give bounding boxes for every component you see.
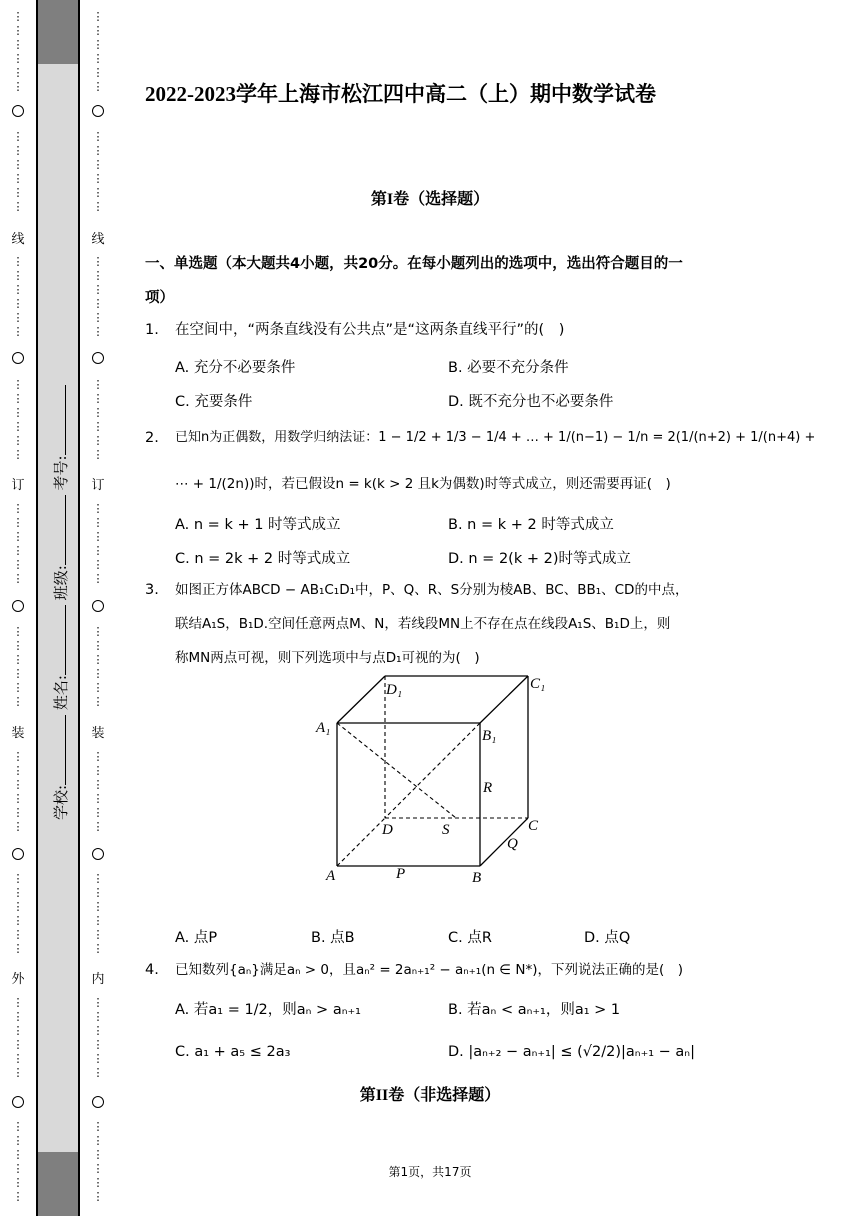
- dotted-line: ⋮ ⋮ ⋮ ⋮ ⋮ ⋮: [92, 255, 104, 338]
- q2-option-d[interactable]: D. n = 2(k + 2)时等式成立: [448, 551, 631, 567]
- section1-instruction-line1: 一、单选题（本大题共4小题，共20分。在每小题列出的选项中，选出符合题目的一: [145, 256, 683, 272]
- label-d1: D₁: [386, 682, 403, 698]
- label-c: C: [528, 818, 539, 834]
- exam-title: 2022-2023学年上海市松江四中高二（上）期中数学试卷: [145, 82, 656, 106]
- q3-option-d[interactable]: D. 点Q: [584, 930, 631, 946]
- q2-option-c[interactable]: C. n = 2k + 2 时等式成立: [175, 551, 351, 567]
- label-r: R: [483, 780, 493, 796]
- q2-number: 2.: [145, 430, 159, 446]
- dotted-line: ⋮ ⋮ ⋮ ⋮ ⋮ ⋮: [12, 378, 24, 461]
- binding-char-ding: 订: [91, 478, 105, 493]
- school-blank[interactable]: [55, 715, 66, 785]
- dotted-line: ⋮ ⋮ ⋮ ⋮ ⋮ ⋮: [92, 996, 104, 1079]
- q2-stem-line1: 已知n为正偶数，用数学归纳法证：1 − 1/2 + 1/3 − 1/4 + … + 1/(n−1) − 1/n = 2(1/(n+2) + 1/(n+4) +: [175, 430, 816, 445]
- part2-heading: 第II卷（非选择题）: [359, 1087, 501, 1104]
- edge-b-c: [480, 818, 528, 866]
- dotted-line: ⋮ ⋮ ⋮ ⋮ ⋮ ⋮: [12, 10, 24, 93]
- q4-stem: 已知数列{aₙ}满足aₙ > 0，且aₙ² = 2aₙ₊₁² − aₙ₊₁(n ∈ N*)，下列说法正确的是( ): [175, 962, 684, 978]
- dotted-line: ⋮ ⋮ ⋮ ⋮ ⋮ ⋮: [12, 625, 24, 708]
- circle-mark: [0, 352, 36, 364]
- circle-mark: [80, 105, 116, 117]
- q4-option-d[interactable]: D. |aₙ₊₂ − aₙ₊₁| ≤ (√2/2)|aₙ₊₁ − aₙ|: [448, 1044, 695, 1060]
- label-b1: B₁: [482, 728, 497, 744]
- binding-char-ding: 订: [11, 478, 25, 493]
- q4-number: 4.: [145, 962, 159, 978]
- dotted-line: ⋮ ⋮ ⋮ ⋮ ⋮ ⋮: [92, 10, 104, 93]
- dotted-line: ⋮ ⋮ ⋮ ⋮ ⋮ ⋮: [92, 872, 104, 955]
- q2-option-b[interactable]: B. n = k + 2 时等式成立: [448, 517, 614, 533]
- label-d: D: [382, 822, 393, 838]
- q4-option-c[interactable]: C. a₁ + a₅ ≤ 2a₃: [175, 1044, 291, 1060]
- binding-char-wai: 外: [11, 972, 25, 987]
- outer-binding-strip: [0, 0, 37, 1216]
- segment-a1-s: [337, 723, 456, 818]
- circle-mark: [0, 848, 36, 860]
- binding-char-xian: 线: [91, 232, 105, 247]
- q2-option-a[interactable]: A. n = k + 1 时等式成立: [175, 517, 341, 533]
- label-a: A: [326, 868, 336, 884]
- dotted-line: ⋮ ⋮ ⋮ ⋮ ⋮ ⋮: [12, 502, 24, 585]
- exam-no-blank[interactable]: [55, 385, 66, 455]
- edge-a-d: [337, 818, 385, 866]
- exam-no-label: 考号:: [52, 455, 70, 491]
- circle-mark: [80, 600, 116, 612]
- page-footer: 第1页，共17页: [388, 1165, 472, 1179]
- label-a1: A₁: [316, 720, 331, 736]
- student-info-band: [37, 0, 79, 1216]
- label-c1: C₁: [530, 676, 546, 692]
- label-s: S: [442, 822, 450, 838]
- dotted-line: ⋮ ⋮ ⋮ ⋮ ⋮ ⋮: [92, 1120, 104, 1203]
- dotted-line: ⋮ ⋮ ⋮ ⋮ ⋮ ⋮: [92, 130, 104, 213]
- cube-figure: [310, 668, 560, 888]
- binding-char-nei: 内: [91, 972, 105, 987]
- dotted-line: ⋮ ⋮ ⋮ ⋮ ⋮ ⋮: [92, 750, 104, 833]
- q2-stem-line2: ⋯ + 1/(2n))时，若已假设n = k(k > 2 且k为偶数)时等式成立，则还需要再证( ): [175, 476, 671, 492]
- student-info-fields: [50, 385, 71, 820]
- dotted-line: ⋮ ⋮ ⋮ ⋮ ⋮ ⋮: [12, 996, 24, 1079]
- name-label: 姓名:: [52, 675, 70, 711]
- q4-option-a[interactable]: A. 若a₁ = 1/2，则aₙ > aₙ₊₁: [175, 1002, 361, 1018]
- section1-instruction-line2: 项）: [145, 290, 174, 306]
- dotted-line: ⋮ ⋮ ⋮ ⋮ ⋮ ⋮: [12, 255, 24, 338]
- class-label: 班级:: [52, 565, 70, 601]
- label-b: B: [472, 870, 482, 886]
- dotted-line: ⋮ ⋮ ⋮ ⋮ ⋮ ⋮: [92, 378, 104, 461]
- q4-option-b[interactable]: B. 若aₙ < aₙ₊₁，则a₁ > 1: [448, 1002, 621, 1018]
- part1-heading: 第I卷（选择题）: [370, 191, 490, 208]
- q1-stem: 在空间中，“两条直线没有公共点”是“这两条直线平行”的( ): [175, 322, 565, 338]
- edge-b1-c1: [480, 676, 528, 723]
- label-p: P: [396, 866, 406, 882]
- binding-char-zhuang: 装: [91, 726, 105, 741]
- label-q: Q: [507, 836, 518, 852]
- q3-number: 3.: [145, 582, 159, 598]
- dotted-line: ⋮ ⋮ ⋮ ⋮ ⋮ ⋮: [12, 130, 24, 213]
- q1-option-b[interactable]: B. 必要不充分条件: [448, 360, 569, 376]
- dotted-line: ⋮ ⋮ ⋮ ⋮ ⋮ ⋮: [12, 1120, 24, 1203]
- edge-a1-d1: [337, 676, 385, 723]
- band-dark-bottom: [38, 1152, 78, 1216]
- binding-char-xian: 线: [11, 232, 25, 247]
- q3-option-c[interactable]: C. 点R: [448, 930, 492, 946]
- school-label: 学校:: [52, 784, 70, 820]
- q1-option-c[interactable]: C. 充要条件: [175, 394, 253, 410]
- q3-stem-line2: 联结A₁S，B₁D.空间任意两点M、N，若线段MN上不存在点在线段A₁S、B₁D上，则: [175, 616, 671, 632]
- circle-mark: [0, 600, 36, 612]
- band-dark-top: [38, 0, 78, 64]
- circle-mark: [80, 848, 116, 860]
- q1-number: 1.: [145, 322, 159, 338]
- segment-b1-d: [385, 723, 480, 818]
- q1-option-a[interactable]: A. 充分不必要条件: [175, 360, 296, 376]
- dotted-line: ⋮ ⋮ ⋮ ⋮ ⋮ ⋮: [12, 872, 24, 955]
- dotted-line: ⋮ ⋮ ⋮ ⋮ ⋮ ⋮: [92, 625, 104, 708]
- circle-mark: [80, 352, 116, 364]
- q3-option-b[interactable]: B. 点B: [311, 930, 355, 946]
- binding-char-zhuang: 装: [11, 726, 25, 741]
- dotted-line: ⋮ ⋮ ⋮ ⋮ ⋮ ⋮: [12, 750, 24, 833]
- q1-option-d[interactable]: D. 既不充分也不必要条件: [448, 394, 614, 410]
- inner-binding-strip: [79, 0, 116, 1216]
- q3-stem-line3: 称MN两点可视，则下列选项中与点D₁可视的为( ): [175, 650, 480, 666]
- dotted-line: ⋮ ⋮ ⋮ ⋮ ⋮ ⋮: [92, 502, 104, 585]
- q3-stem-line1: 如图正方体ABCD − AB₁C₁D₁中，P、Q、R、S分别为棱AB、BC、BB₁、CD的中点，: [175, 582, 689, 598]
- circle-mark: [0, 105, 36, 117]
- q3-option-a[interactable]: A. 点P: [175, 930, 218, 946]
- class-blank[interactable]: [55, 495, 66, 565]
- name-blank[interactable]: [55, 605, 66, 675]
